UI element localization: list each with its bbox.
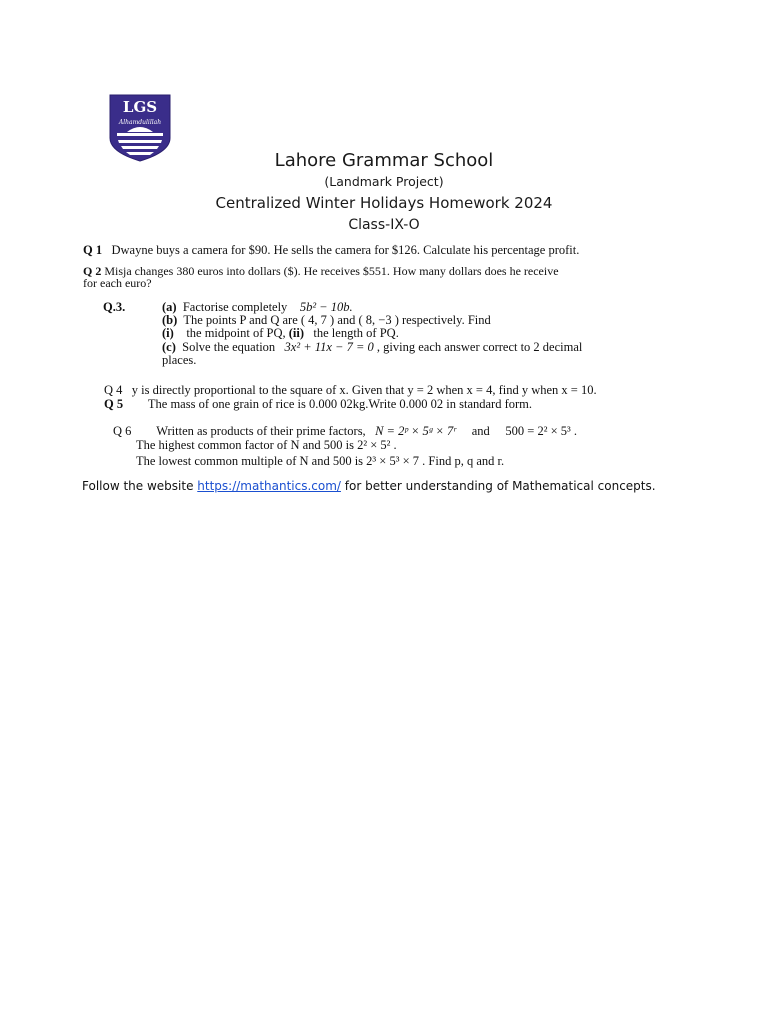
- q6-lcm-line: The lowest common multiple of N and 500 is 2³ × 5³ × 7 . Find p, q and r.: [136, 454, 505, 468]
- q3-part-b: [162, 313, 491, 327]
- q3-number: Q.3.: [103, 300, 126, 314]
- question-2: [83, 264, 559, 278]
- q3b-ii-text: the length of PQ.: [313, 326, 399, 340]
- logo-script: Alhamdulillah: [118, 119, 162, 126]
- q3c-text-cont: , giving each answer correct to 2 decimal: [376, 340, 583, 354]
- q6-number: Q 6: [113, 424, 132, 438]
- question-5: [104, 397, 532, 411]
- q3a-text: Factorise completely: [182, 300, 288, 314]
- q3c-equation: 3x² + 11x − 7 = 0: [284, 340, 374, 354]
- q3c-text: Solve the equation: [182, 340, 276, 354]
- website-note-prefix: Follow the website: [82, 479, 198, 493]
- homework-title: Centralized Winter Holidays Homework 2024: [215, 194, 553, 212]
- q3-part-b-subparts: [162, 326, 399, 340]
- q5-text: The mass of one grain of rice is 0.000 02kg.Write 0.000 02 in standard form.: [147, 397, 533, 411]
- q3c-text-line2: places.: [162, 353, 197, 367]
- website-note-suffix: for better understanding of Mathematical concepts.: [340, 479, 656, 493]
- mathantics-link[interactable]: https://mathantics.com/: [197, 479, 341, 493]
- q6-hcf-line: The highest common factor of N and 500 is 2² × 5² .: [136, 438, 397, 452]
- school-name: Lahore Grammar School: [274, 150, 494, 171]
- q6-text: Written as products of their prime factors,: [156, 424, 366, 438]
- website-note: [82, 479, 656, 493]
- logo-letters: LGS: [122, 98, 158, 116]
- q3b-label: (b): [162, 313, 178, 327]
- q3b-i-label: (i): [162, 326, 174, 340]
- q4-text: y is directly proportional to the square of x. Given that y = 2 when x = 4, find y when x = 10.: [131, 383, 597, 397]
- q1-text: Dwayne buys a camera for $90. He sells the camera for $126. Calculate his percentage profit.: [111, 243, 580, 257]
- q6-equation-n: N = 2ᵖ × 5ᵍ × 7ʳ: [375, 424, 457, 438]
- q2-number: Q 2: [83, 264, 102, 278]
- q3b-text: The points P and Q are ( 4, 7 ) and ( 8, −3 ) respectively. Find: [183, 313, 491, 327]
- q3a-label: (a): [162, 300, 177, 314]
- class-name: Class-IX-O: [348, 217, 420, 233]
- q5-number: Q 5: [104, 397, 124, 411]
- q6-and: and: [471, 424, 490, 438]
- q3-part-a: [162, 300, 353, 314]
- q3c-label: (c): [162, 340, 176, 354]
- question-1: [83, 243, 579, 257]
- q1-number: Q 1: [83, 243, 103, 257]
- q3-part-c: [162, 340, 582, 354]
- question-4: [104, 383, 597, 397]
- q3a-expression: 5b² − 10b.: [299, 300, 353, 314]
- q6-equation-500: 500 = 2² × 5³ .: [505, 424, 578, 438]
- q3b-i-text: the midpoint of PQ,: [186, 326, 286, 340]
- q2-text-line2: for each euro?: [83, 276, 152, 290]
- q2-text-line1: Misja changes 380 euros into dollars ($). He receives $551. How many dollars does he receive: [104, 264, 559, 278]
- q4-number: Q 4: [104, 383, 123, 397]
- q3b-ii-label: (ii): [288, 326, 305, 340]
- project-name: (Landmark Project): [324, 174, 444, 189]
- question-6: [113, 424, 577, 438]
